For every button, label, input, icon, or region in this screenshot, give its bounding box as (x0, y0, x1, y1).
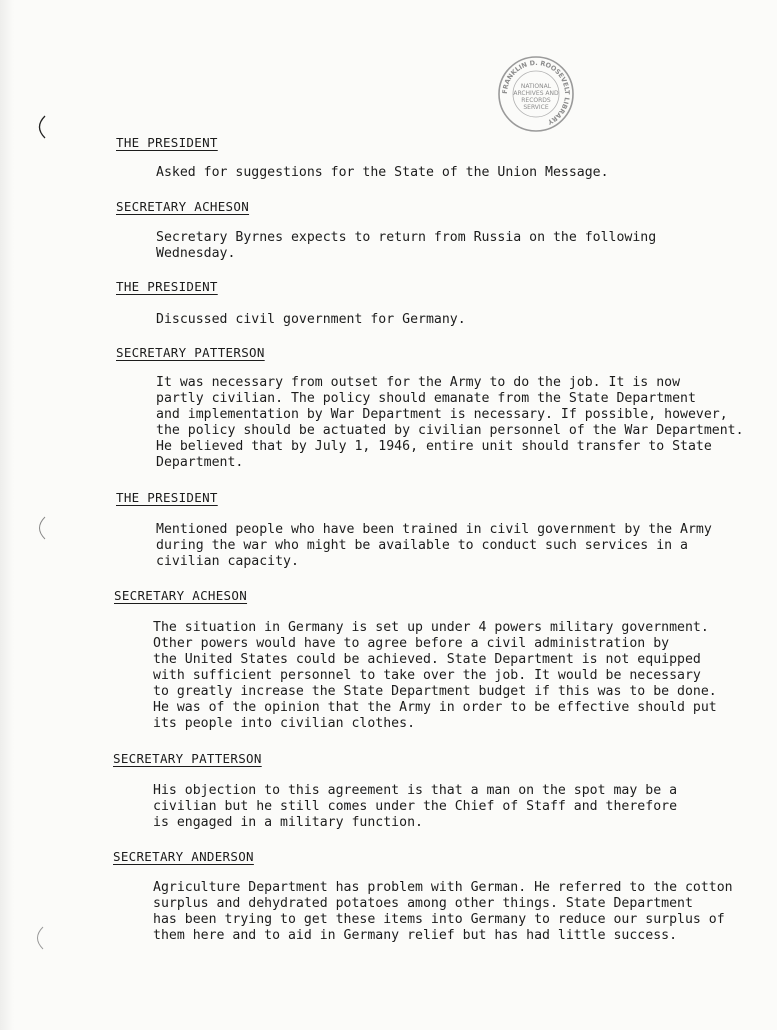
minutes-paragraph (153, 620, 717, 732)
minutes-paragraph (156, 522, 712, 570)
svg-text:SERVICE: SERVICE (523, 104, 549, 111)
minutes-paragraph (153, 783, 677, 831)
svg-text:ARCHIVES AND: ARCHIVES AND (513, 90, 559, 97)
paragraph-line: surplus and dehydrated potatoes among other things. State Department (153, 896, 693, 911)
speaker-heading: SECRETARY PATTERSON (116, 345, 265, 360)
minutes-paragraph (156, 312, 466, 328)
paragraph-line: Wednesday. (156, 246, 236, 261)
speaker-heading: THE PRESIDENT (116, 490, 218, 505)
minutes-paragraph (156, 165, 609, 181)
paragraph-line: is engaged in a military function. (153, 815, 423, 830)
paragraph-line: Other powers would have to agree before a civil administration by (153, 636, 670, 651)
paragraph-line: and implementation by War Department is necessary. If possible, however, (156, 407, 728, 422)
speaker-heading: THE PRESIDENT (116, 279, 218, 294)
paragraph-line: Agriculture Department has problem with German. He referred to the cotton (153, 880, 733, 895)
paragraph-line: It was necessary from outset for the Army to do the job. It is now (156, 375, 681, 390)
minutes-paragraph (156, 230, 656, 262)
speaker-heading: SECRETARY ANDERSON (113, 849, 254, 864)
speaker-heading: SECRETARY ACHESON (116, 199, 250, 214)
paragraph-line: with sufficient personnel to take over the job. It would be necessary (153, 668, 701, 683)
paragraph-line: Department. (156, 455, 244, 470)
speaker-heading: SECRETARY PATTERSON (113, 751, 262, 766)
svg-text:RECORDS: RECORDS (521, 97, 551, 104)
paragraph-line: its people into civilian clothes. (153, 716, 416, 731)
paragraph-line: the policy should be actuated by civilian personnel of the War Department. (156, 423, 744, 438)
minutes-paragraph (153, 880, 733, 944)
paragraph-line: He was of the opinion that the Army in order to be effective should put (153, 700, 717, 715)
paragraph-line: during the war who might be available to conduct such services in a (156, 538, 688, 553)
punch-hole-mark-top (30, 114, 50, 140)
svg-text:NATIONAL: NATIONAL (520, 83, 552, 90)
punch-hole-mark-bottom (28, 925, 48, 951)
paragraph-line: Secretary Byrnes expects to return from Russia on the following (156, 230, 657, 245)
page-edge-shadow (0, 0, 14, 1030)
paragraph-line: partly civilian. The policy should emanate from the State Department (156, 391, 696, 406)
archive-stamp (497, 55, 575, 133)
paragraph-line: the United States could be achieved. State Department is not equipped (153, 652, 701, 667)
minutes-paragraph (156, 375, 744, 471)
paragraph-line: Mentioned people who have been trained in civil government by the Army (156, 522, 712, 537)
punch-hole-mark-middle (30, 515, 50, 541)
svg-text:FRANKLIN D. ROOSEVELT LIBRARY: FRANKLIN D. ROOSEVELT LIBRARY (500, 58, 572, 127)
paragraph-line: civilian but he still comes under the Chief of Staff and therefore (153, 799, 678, 814)
paragraph-line: has been trying to get these items into Germany to reduce our surplus of (153, 912, 725, 927)
speaker-heading: SECRETARY ACHESON (114, 588, 248, 603)
paragraph-line: His objection to this agreement is that a man on the spot may be a (153, 783, 678, 798)
paragraph-line: Asked for suggestions for the State of the Union Message. (156, 165, 609, 180)
paragraph-line: The situation in Germany is set up under 4 powers military government. (153, 620, 709, 635)
paragraph-line: He believed that by July 1, 1946, entire unit should transfer to State (156, 439, 712, 454)
paragraph-line: them here and to aid in Germany relief but has had little success. (153, 928, 678, 943)
paragraph-line: Discussed civil government for Germany. (156, 312, 466, 327)
paragraph-line: civilian capacity. (156, 554, 299, 569)
speaker-heading: THE PRESIDENT (116, 135, 218, 150)
paragraph-line: to greatly increase the State Department budget if this was to be done. (153, 684, 717, 699)
